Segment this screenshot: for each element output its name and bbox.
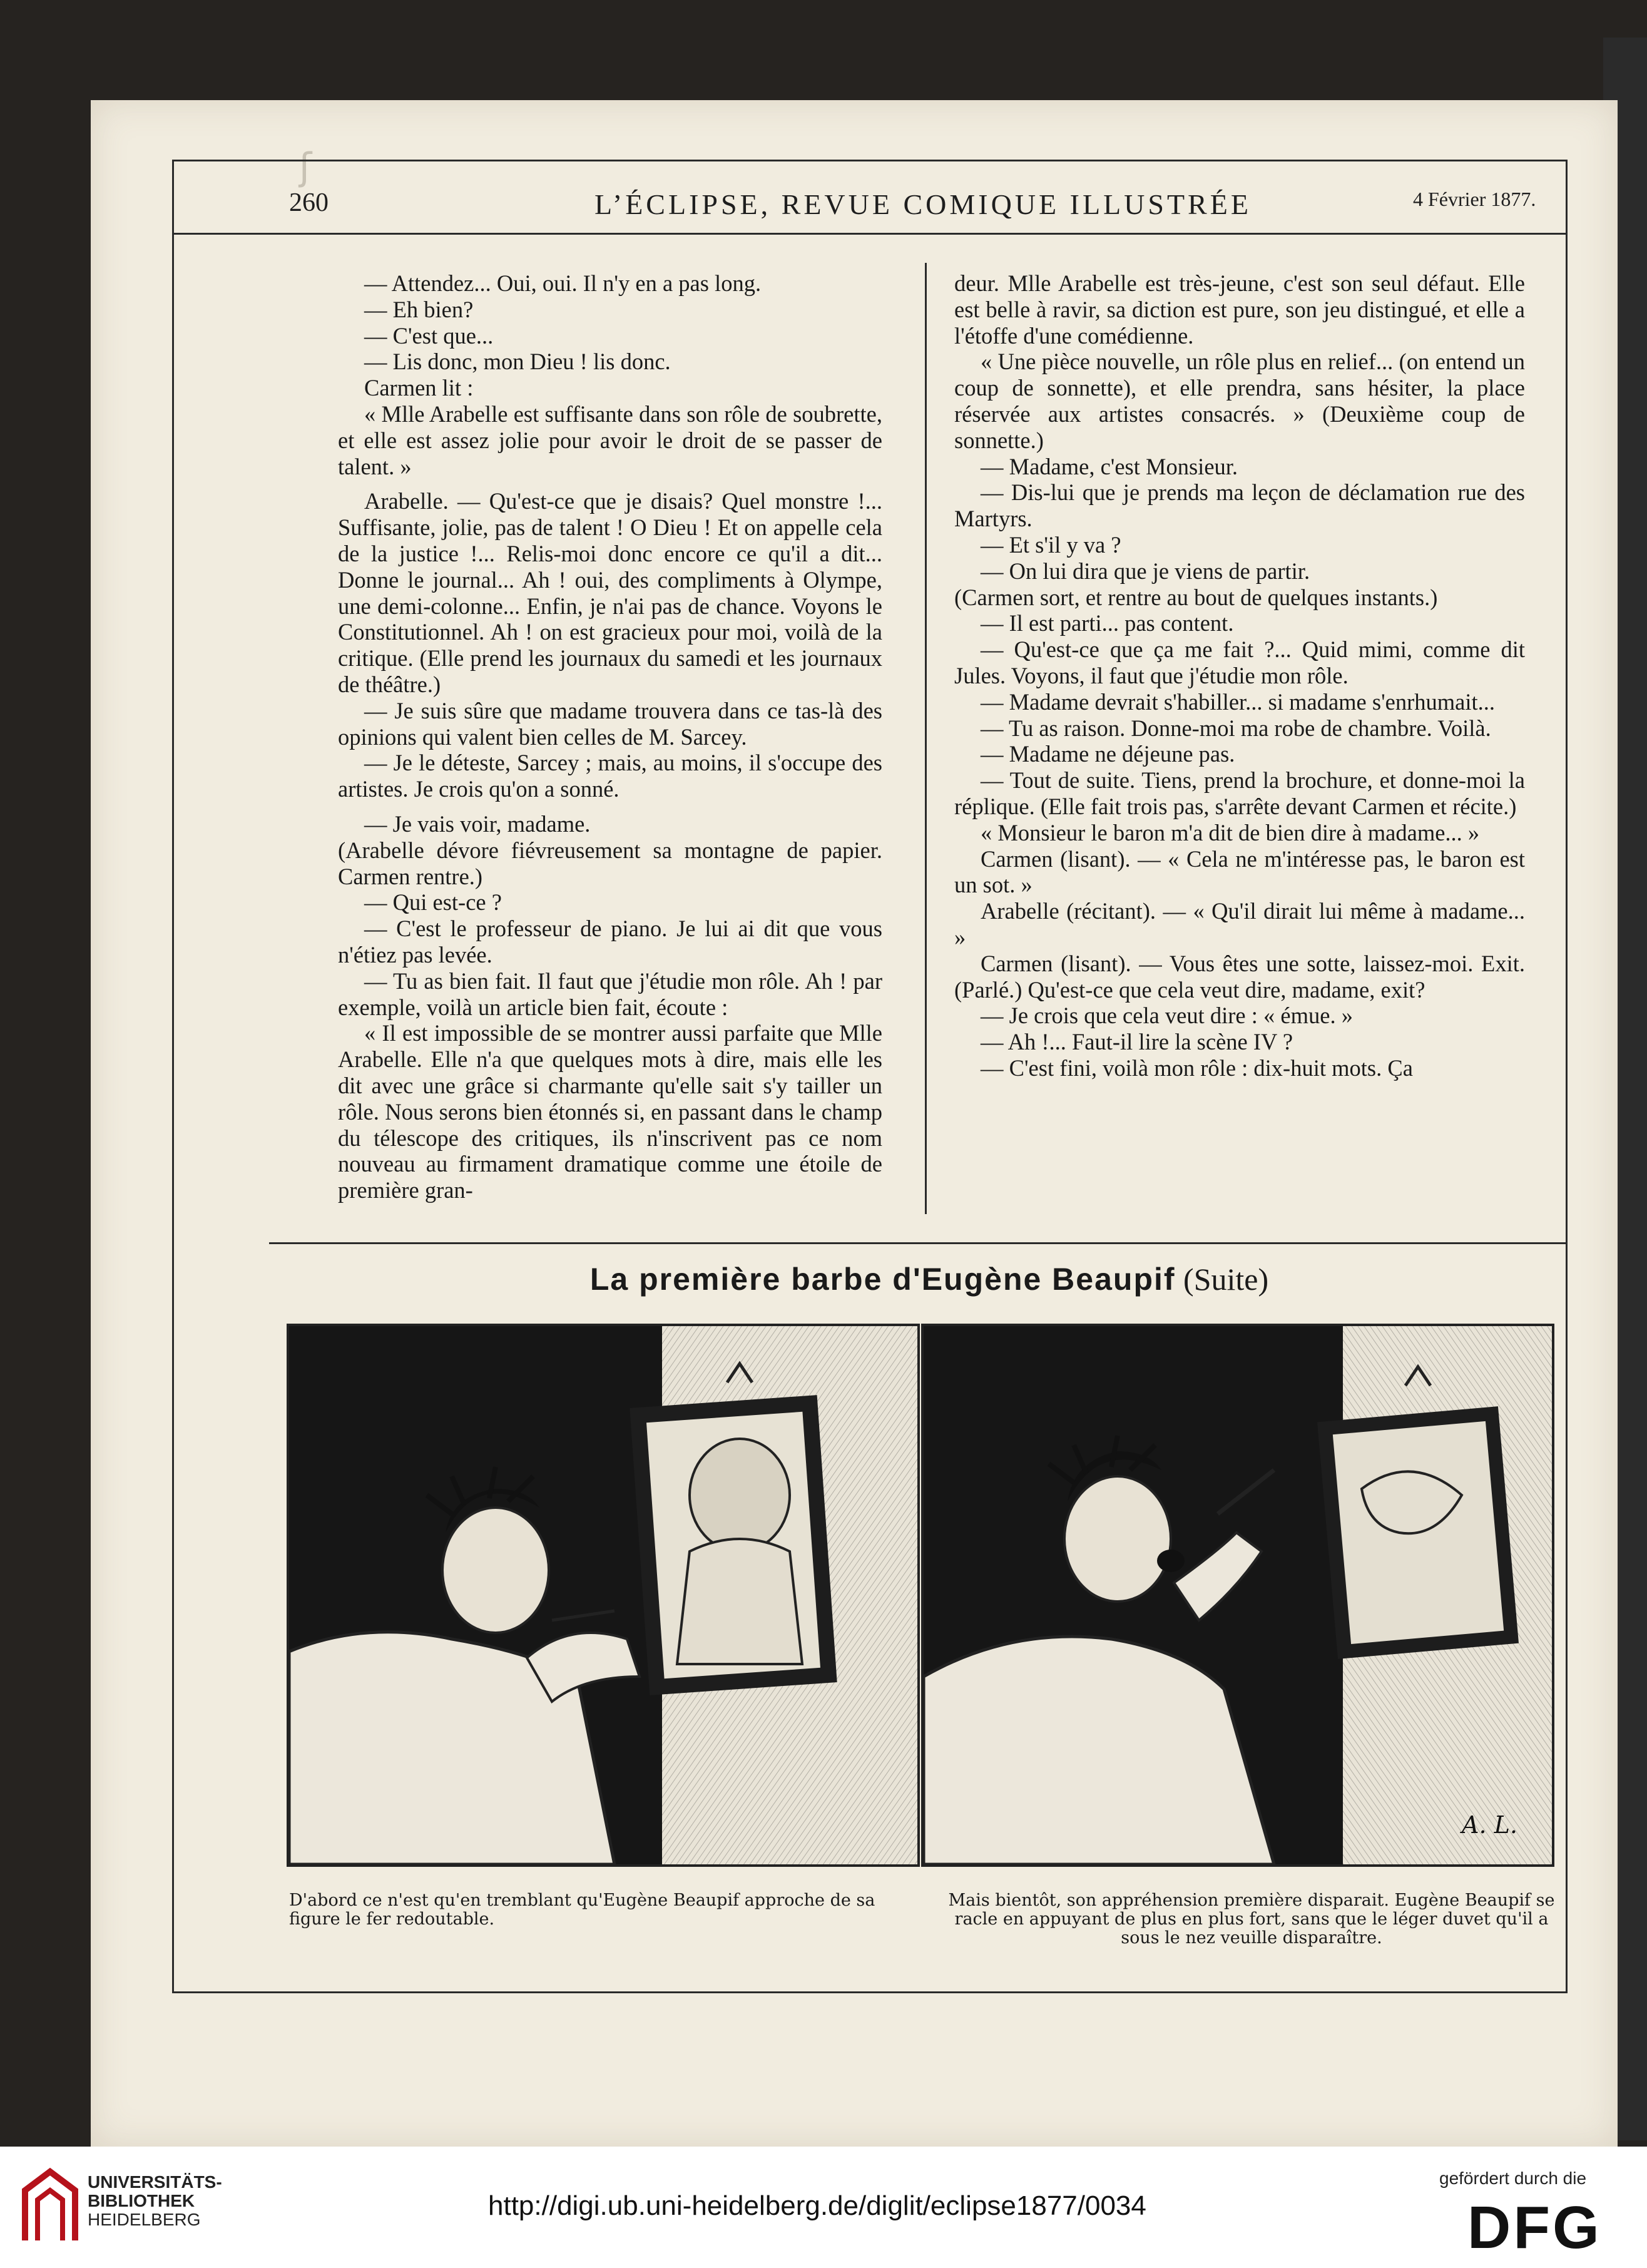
dfg-logo: DFG [1467,2194,1602,2261]
paragraph: (Carmen sort, et rentre au bout de quelques instants.) [954,584,1438,610]
page-number: 260 [289,188,329,217]
paragraph: Arabelle (récitant). — « Qu'il dirait lui même à madame... » [954,898,1525,950]
left-text-column [338,270,882,1203]
paragraph: — Eh bien? [364,296,474,322]
digitization-footer [0,2147,1647,2268]
paragraph: — C'est que... [364,322,494,349]
paragraph: — C'est fini, voilà mon rôle : dix-huit mots. Ça [981,1055,1413,1081]
paragraph: — C'est le professeur de piano. Je lui ai dit que vous n'étiez pas levée. [338,916,882,968]
paragraph: — Qu'est-ce que ça me fait ?... Quid mimi, comme dit Jules. Voyons, il faut que j'étudie mon rôle. [954,636,1525,688]
paragraph: — Je vais voir, madame. [364,810,591,837]
paragraph: — Il est parti... pas content. [981,610,1234,636]
illustration-panel-left [287,1324,920,1867]
paragraph: (Arabelle dévore fiévreusement sa montagne de papier. Carmen rentre.) [338,837,882,889]
paragraph: « Mlle Arabelle est suffisante dans son rôle de soubrette, et elle est assez jolie pour avoir le droit de se passer de talent. » [338,401,882,479]
header-rule [172,233,1568,235]
paragraph: deur. Mlle Arabelle est très-jeune, c'est son seul défaut. Elle est belle à ravir, sa diction est pure, son jeu distingué, et elle a l'étoffe d'une comédienne. [954,270,1525,349]
strip-title-suite: (Suite) [1183,1262,1269,1297]
library-line3: HEIDELBERG [88,2210,201,2229]
paragraph: — Ah !... Faut-il lire la scène IV ? [981,1029,1293,1055]
paragraph: « Il est impossible de se montrer aussi parfaite que Mlle Arabelle. Elle n'a que quelques mots à dire, mais elle les dit avec une grâce si charmante qu'elle sait s'y tailler un rôle. Nous serons bien étonnés si, en passant dans le champ du télescope des critiques, ils n'inscrivent pas ce nom nouveau au firmament dramatique comme une étoile de première gran- [338,1020,882,1203]
funding-label: gefördert durch die [1439,2168,1587,2188]
paragraph: « Une pièce nouvelle, un rôle plus en relief... (on entend un coup de sonnette), et elle prendra, sans hésiter, la place réservée aux artistes consacrés. » (Deuxième coup de sonnette.) [954,349,1525,453]
pencil-mark: ʃ [299,145,312,189]
paragraph: — Madame devrait s'habiller... si madame s'enrhumait... [981,688,1496,715]
paragraph: — Tu as raison. Donne-moi ma robe de chambre. Voilà. [981,715,1491,741]
paragraph: — On lui dira que je viens de partir. [981,558,1310,584]
paragraph: — Tu as bien fait. Il faut que j'étudie mon rôle. Ah ! par exemple, voilà un article bien fait, écoute : [338,968,882,1020]
paragraph: — Lis donc, mon Dieu ! lis donc. [364,349,671,375]
university-library-logo-icon [19,2165,81,2247]
illustration-panel-right [921,1324,1554,1867]
paragraph: — Madame, c'est Monsieur. [981,453,1238,479]
paragraph: — Dis-lui que je prends ma leçon de déclamation rue des Martyrs. [954,479,1525,532]
paragraph: — Tout de suite. Tiens, prend la brochure, et donne-moi la réplique. (Elle fait trois pas, s'arrête devant Carmen et récite.) [954,767,1525,819]
paragraph: — Qui est-ce ? [364,889,502,916]
library-line2: BIBLIOTHEK [88,2191,195,2210]
strip-title [338,1261,1521,1297]
paragraph: — Je le déteste, Sarcey ; mais, au moins, il s'occupe des artistes. Je crois qu'on a sonné. [338,750,882,802]
permalink[interactable]: http://digi.ub.uni-heidelberg.de/diglit/eclipse1877/0034 [488,2190,1146,2221]
paragraph: — Je suis sûre que madame trouvera dans ce tas-là des opinions qui valent bien celles de M. Sarcey. [338,697,882,750]
library-name [88,2173,222,2229]
paragraph: — Attendez... Oui, oui. Il n'y en a pas long. [364,270,762,296]
column-divider [925,263,927,1214]
right-text-column [954,270,1525,1081]
artist-signature: A. L. [1462,1811,1517,1839]
journal-title: L’ÉCLIPSE, REVUE COMIQUE ILLUSTRÉE [594,188,1252,220]
paragraph: — Je crois que cela veut dire : « émue. » [981,1003,1353,1029]
strip-rule [269,1242,1568,1244]
paragraph: Carmen lit : [364,375,474,401]
paragraph: Carmen (lisant). — « Cela ne m'intéresse pas, le baron est un sot. » [954,845,1525,898]
issue-date: 4 Février 1877. [1413,188,1536,210]
paragraph: Arabelle. — Qu'est-ce que je disais? Quel monstre !... Suffisante, jolie, pas de talent ! O Dieu ! Et on appelle cela de la justice !... Relis-moi donc encore ce qu'il a dit... Donne le journal... Ah ! oui, des compliments à Olympe, une demi-colonne... Enfin, je n'ai pas de chance. Voyons le Constitutionnel. Ah ! on est gracieux pour moi, voilà de la critique. (Elle prend les journaux du samedi et les journaux de théâtre.) [338,488,882,697]
caption-right: Mais bientôt, son appréhension première disparait. Eugène Beaupif se racle en appuyant de plus en plus fort, sans que le léger duvet qu'il a sous le nez veuille disparaître. [948,1891,1555,1948]
shaving-illustration-1 [289,1326,917,1864]
caption-left: D'abord ce n'est qu'en tremblant qu'Eugène Beaupif approche de sa figure le fer redoutable. [289,1891,875,1929]
shaving-illustration-2 [924,1326,1552,1864]
strip-title-text: La première barbe d'Eugène Beaupif [589,1262,1176,1297]
paragraph: — Madame ne déjeune pas. [981,741,1235,767]
paragraph: — Et s'il y va ? [981,531,1121,558]
paragraph: « Monsieur le baron m'a dit de bien dire à madame... » [981,819,1480,845]
paragraph: Carmen (lisant). — Vous êtes une sotte, laissez-moi. Exit. (Parlé.) Qu'est-ce que cela veut dire, madame, exit? [954,950,1525,1003]
library-line1: UNIVERSITÄTS- [88,2172,222,2192]
